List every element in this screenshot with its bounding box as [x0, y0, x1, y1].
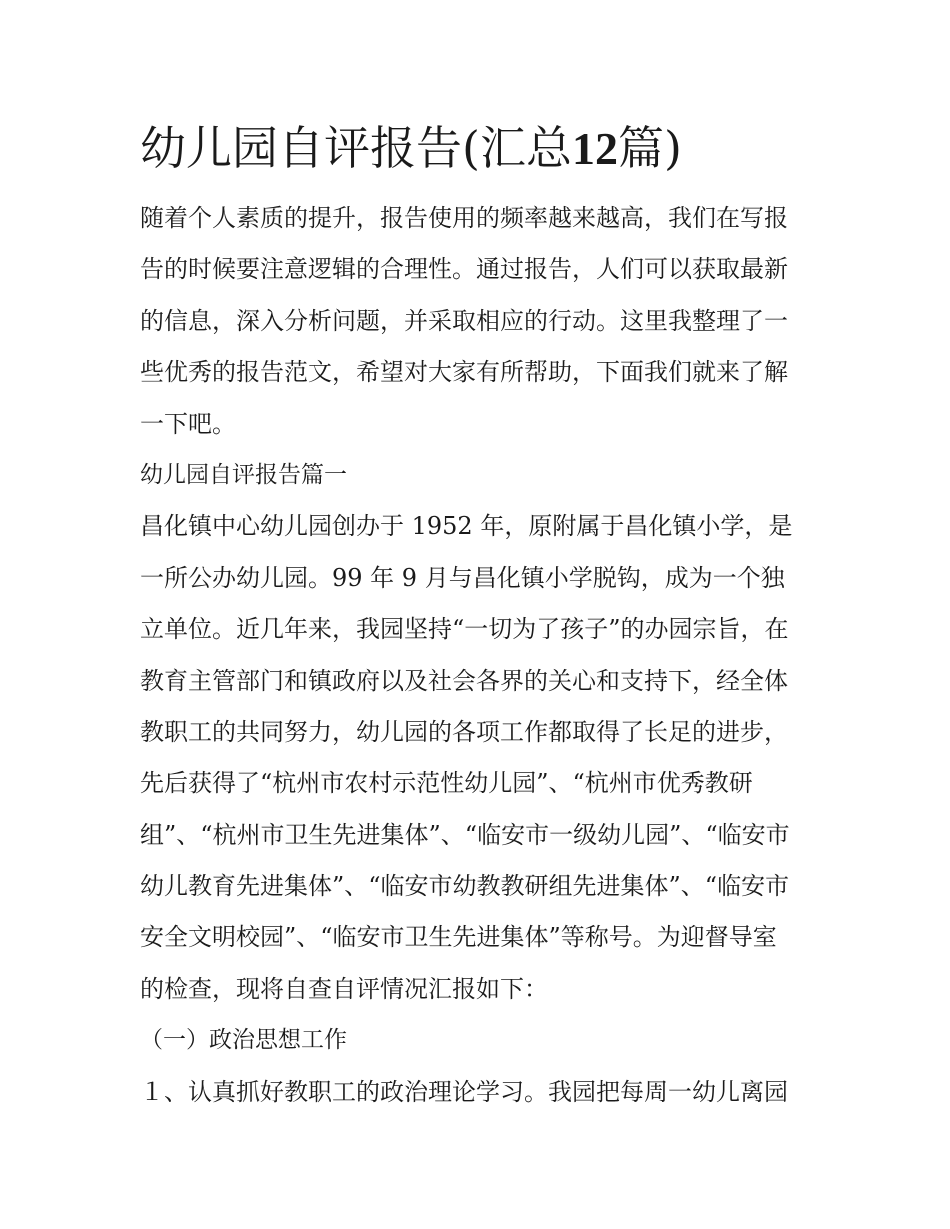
body-line: 一所公办幼儿园。99 年 9 月与昌化镇小学脱钩，成为一个独: [140, 563, 785, 592]
body-line: 立单位。近几年来，我园坚持“一切为了孩子”的办园宗旨，在: [140, 615, 789, 644]
body-line: 教育主管部门和镇政府以及社会各界的关心和支持下，经全体: [140, 666, 788, 695]
section-heading: 幼儿园自评报告篇一: [140, 461, 347, 488]
document-title: [140, 118, 812, 179]
subsection-heading: （一）政治思想工作: [140, 1027, 347, 1054]
title-number: 12: [571, 123, 618, 174]
title-tail: 篇): [617, 121, 682, 175]
document-body: [140, 193, 812, 1118]
body-line: 先后获得了“杭州市农村示范性幼儿园”、“杭州市优秀教研: [140, 769, 753, 798]
body-line: 告的时候要注意逻辑的合理性。通过报告，人们可以获取最新: [140, 255, 788, 284]
body-line: 些优秀的报告范文，希望对大家有所帮助，下面我们就来了解: [140, 358, 788, 387]
body-line: 组”、“杭州市卫生先进集体”、“临安市一级幼儿园”、“临安市: [140, 820, 790, 849]
body-line: 随着个人素质的提升，报告使用的频率越来越高，我们在写报: [140, 204, 788, 232]
document-page: [140, 118, 812, 1118]
body-line: 一下吧。: [140, 409, 236, 438]
body-line: 幼儿教育先进集体”、“临安市幼教教研组先进集体”、“临安市: [140, 872, 790, 901]
body-line: 昌化镇中心幼儿园创办于 1952 年，原附属于昌化镇小学，是: [140, 512, 793, 541]
body-line: 的信息，深入分析问题，并采取相应的行动。这里我整理了一: [140, 306, 788, 335]
body-line: 的检查，现将自查自评情况汇报如下：: [140, 974, 548, 1003]
title-main: 幼儿园自评报告(汇总: [140, 121, 572, 175]
body-line: 教职工的共同努力，幼儿园的各项工作都取得了长足的进步，: [140, 717, 788, 746]
body-line: １、认真抓好教职工的政治理论学习。我园把每周一幼儿离园: [140, 1077, 788, 1106]
body-line: 安全文明校园”、“临安市卫生先进集体”等称号。为迎督导室: [140, 923, 777, 952]
